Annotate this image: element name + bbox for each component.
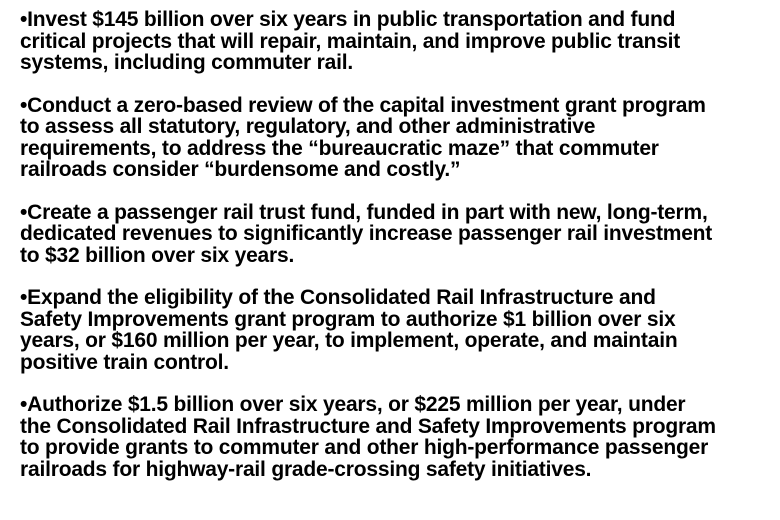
bullet-text-line: railroads consider “burdensome and costly.”	[20, 158, 461, 181]
bullet-text-line: dedicated revenues to significantly increase passenger rail investment	[20, 222, 713, 245]
bullet-text-line: •Expand the eligibility of the Consolidated Rail Infrastructure and	[20, 286, 656, 309]
bullet-item-positive-train-control	[20, 287, 768, 373]
bullet-text-line: the Consolidated Rail Infrastructure and Safety Improvements program	[20, 414, 716, 438]
bullet-text-line: •Create a passenger rail trust fund, funded in part with new, long-term,	[20, 200, 708, 224]
bullet-item-zero-based-review	[20, 95, 768, 181]
bullet-text-line: to provide grants to commuter and other high-performance passenger	[20, 436, 709, 459]
bullet-item-rail-trust-fund	[20, 202, 768, 267]
bullet-text-line: to $32 billion over six years.	[20, 243, 295, 267]
bullet-text-line: critical projects that will repair, maintain, and improve public transit	[20, 29, 681, 53]
bullet-text-line: Safety Improvements grant program to authorize $1 billion over six	[20, 307, 676, 331]
bullet-text-line: requirements, to address the “bureaucratic maze” that commuter	[20, 136, 659, 160]
bullet-text-line: •Conduct a zero-based review of the capital investment grant program	[20, 93, 706, 117]
bullet-text-line: years, or $160 million per year, to implement, operate, and maintain	[20, 329, 678, 352]
bullet-text-line: positive train control.	[20, 350, 229, 374]
bullet-item-transit-funding	[20, 9, 768, 74]
bullet-text-line: systems, including commuter rail.	[20, 51, 353, 74]
bullet-text-line: •Invest $145 billion over six years in public transportation and fund	[20, 8, 676, 31]
bullet-text-line: •Authorize $1.5 billion over six years, or $225 million per year, under	[20, 393, 686, 416]
bullet-item-grade-crossing-safety	[20, 394, 768, 480]
bullet-text-line: to assess all statutory, regulatory, and other administrative	[20, 115, 596, 138]
bullet-text-line: railroads for highway-rail grade-crossing safety initiatives.	[20, 457, 592, 481]
